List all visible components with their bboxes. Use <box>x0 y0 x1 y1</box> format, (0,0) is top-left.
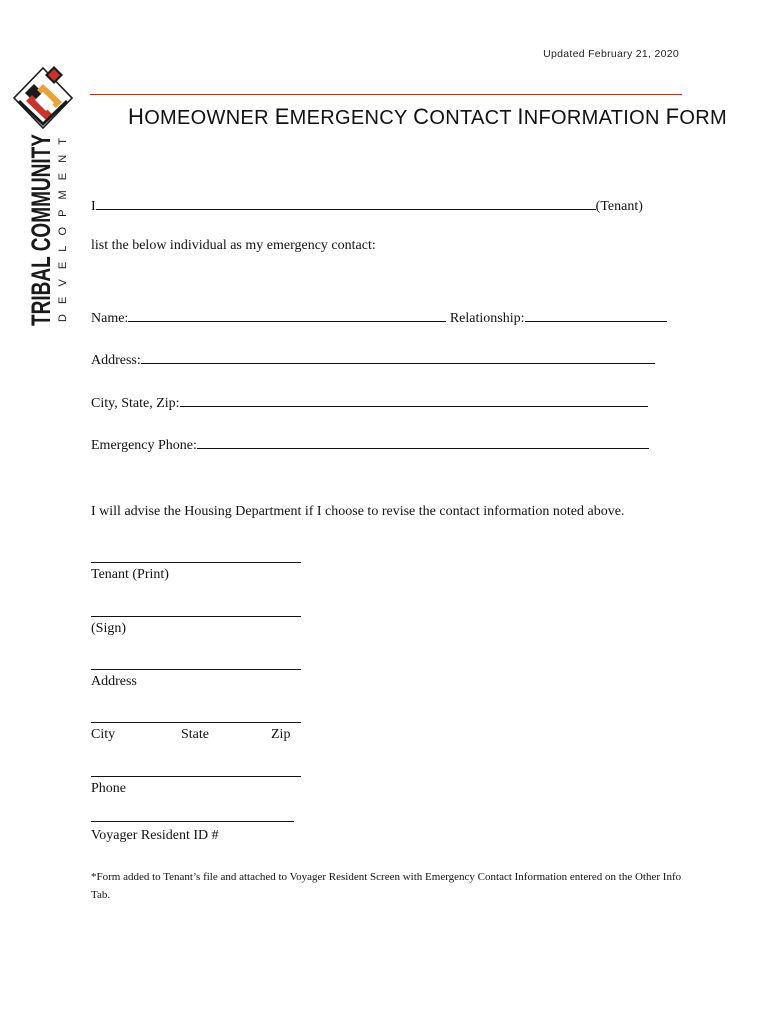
sign-label: (Sign) <box>91 621 126 636</box>
emergency-phone-field[interactable] <box>197 435 649 449</box>
relationship-field[interactable] <box>525 308 667 322</box>
sig-address-line[interactable] <box>91 669 301 670</box>
state-label: State <box>181 727 209 742</box>
tenant-print-line[interactable] <box>91 562 301 563</box>
phone-line[interactable] <box>91 776 301 777</box>
city-label: City <box>91 727 116 742</box>
logo-text-sub: DEVELOPMENT <box>57 138 68 322</box>
address-row <box>91 350 655 369</box>
sig-address-label: Address <box>91 674 137 689</box>
name-field[interactable] <box>128 308 446 322</box>
address-field[interactable] <box>141 350 655 364</box>
form-title: HOMEOWNER EMERGENCY CONTACT INFORMATION FORM <box>128 104 727 129</box>
voyager-id-line[interactable] <box>91 821 294 822</box>
city-state-zip-label: City, State, Zip: <box>91 396 180 411</box>
voyager-id-label: Voyager Resident ID # <box>91 828 219 843</box>
tenant-suffix: (Tenant) <box>595 199 643 214</box>
phone-label: Phone <box>91 781 126 796</box>
city-state-zip-line[interactable] <box>91 722 301 723</box>
emergency-phone-label: Emergency Phone: <box>91 438 197 453</box>
intro-text: list the below individual as my emergency contact: <box>91 238 376 253</box>
address-label: Address: <box>91 353 141 368</box>
logo-text-main: TRIBAL COMMUNITY <box>26 130 56 326</box>
tenant-name-field[interactable] <box>96 196 596 210</box>
header-rule <box>90 94 682 95</box>
tenant-line <box>91 196 643 215</box>
tenant-print-label: Tenant (Print) <box>91 567 169 582</box>
logo-wordmark <box>20 130 68 328</box>
sign-line[interactable] <box>91 616 301 617</box>
footnote: *Form added to Tenant’s file and attached to Voyager Resident Screen with Emergency Contact Information entered on the Other Info Tab. <box>91 871 682 901</box>
name-row <box>91 308 667 327</box>
updated-date: Updated February 21, 2020 <box>543 48 679 60</box>
emergency-phone-row <box>91 435 649 454</box>
name-label: Name: <box>91 311 129 326</box>
zip-label: Zip <box>271 727 291 742</box>
city-state-zip-row <box>91 393 648 412</box>
relationship-label: Relationship: <box>449 311 525 326</box>
logo-diamond-icon <box>10 62 76 132</box>
advise-statement: I will advise the Housing Department if I choose to revise the contact information noted above. <box>91 504 625 519</box>
city-state-zip-field[interactable] <box>180 393 648 407</box>
tenant-prefix: I <box>91 199 96 214</box>
